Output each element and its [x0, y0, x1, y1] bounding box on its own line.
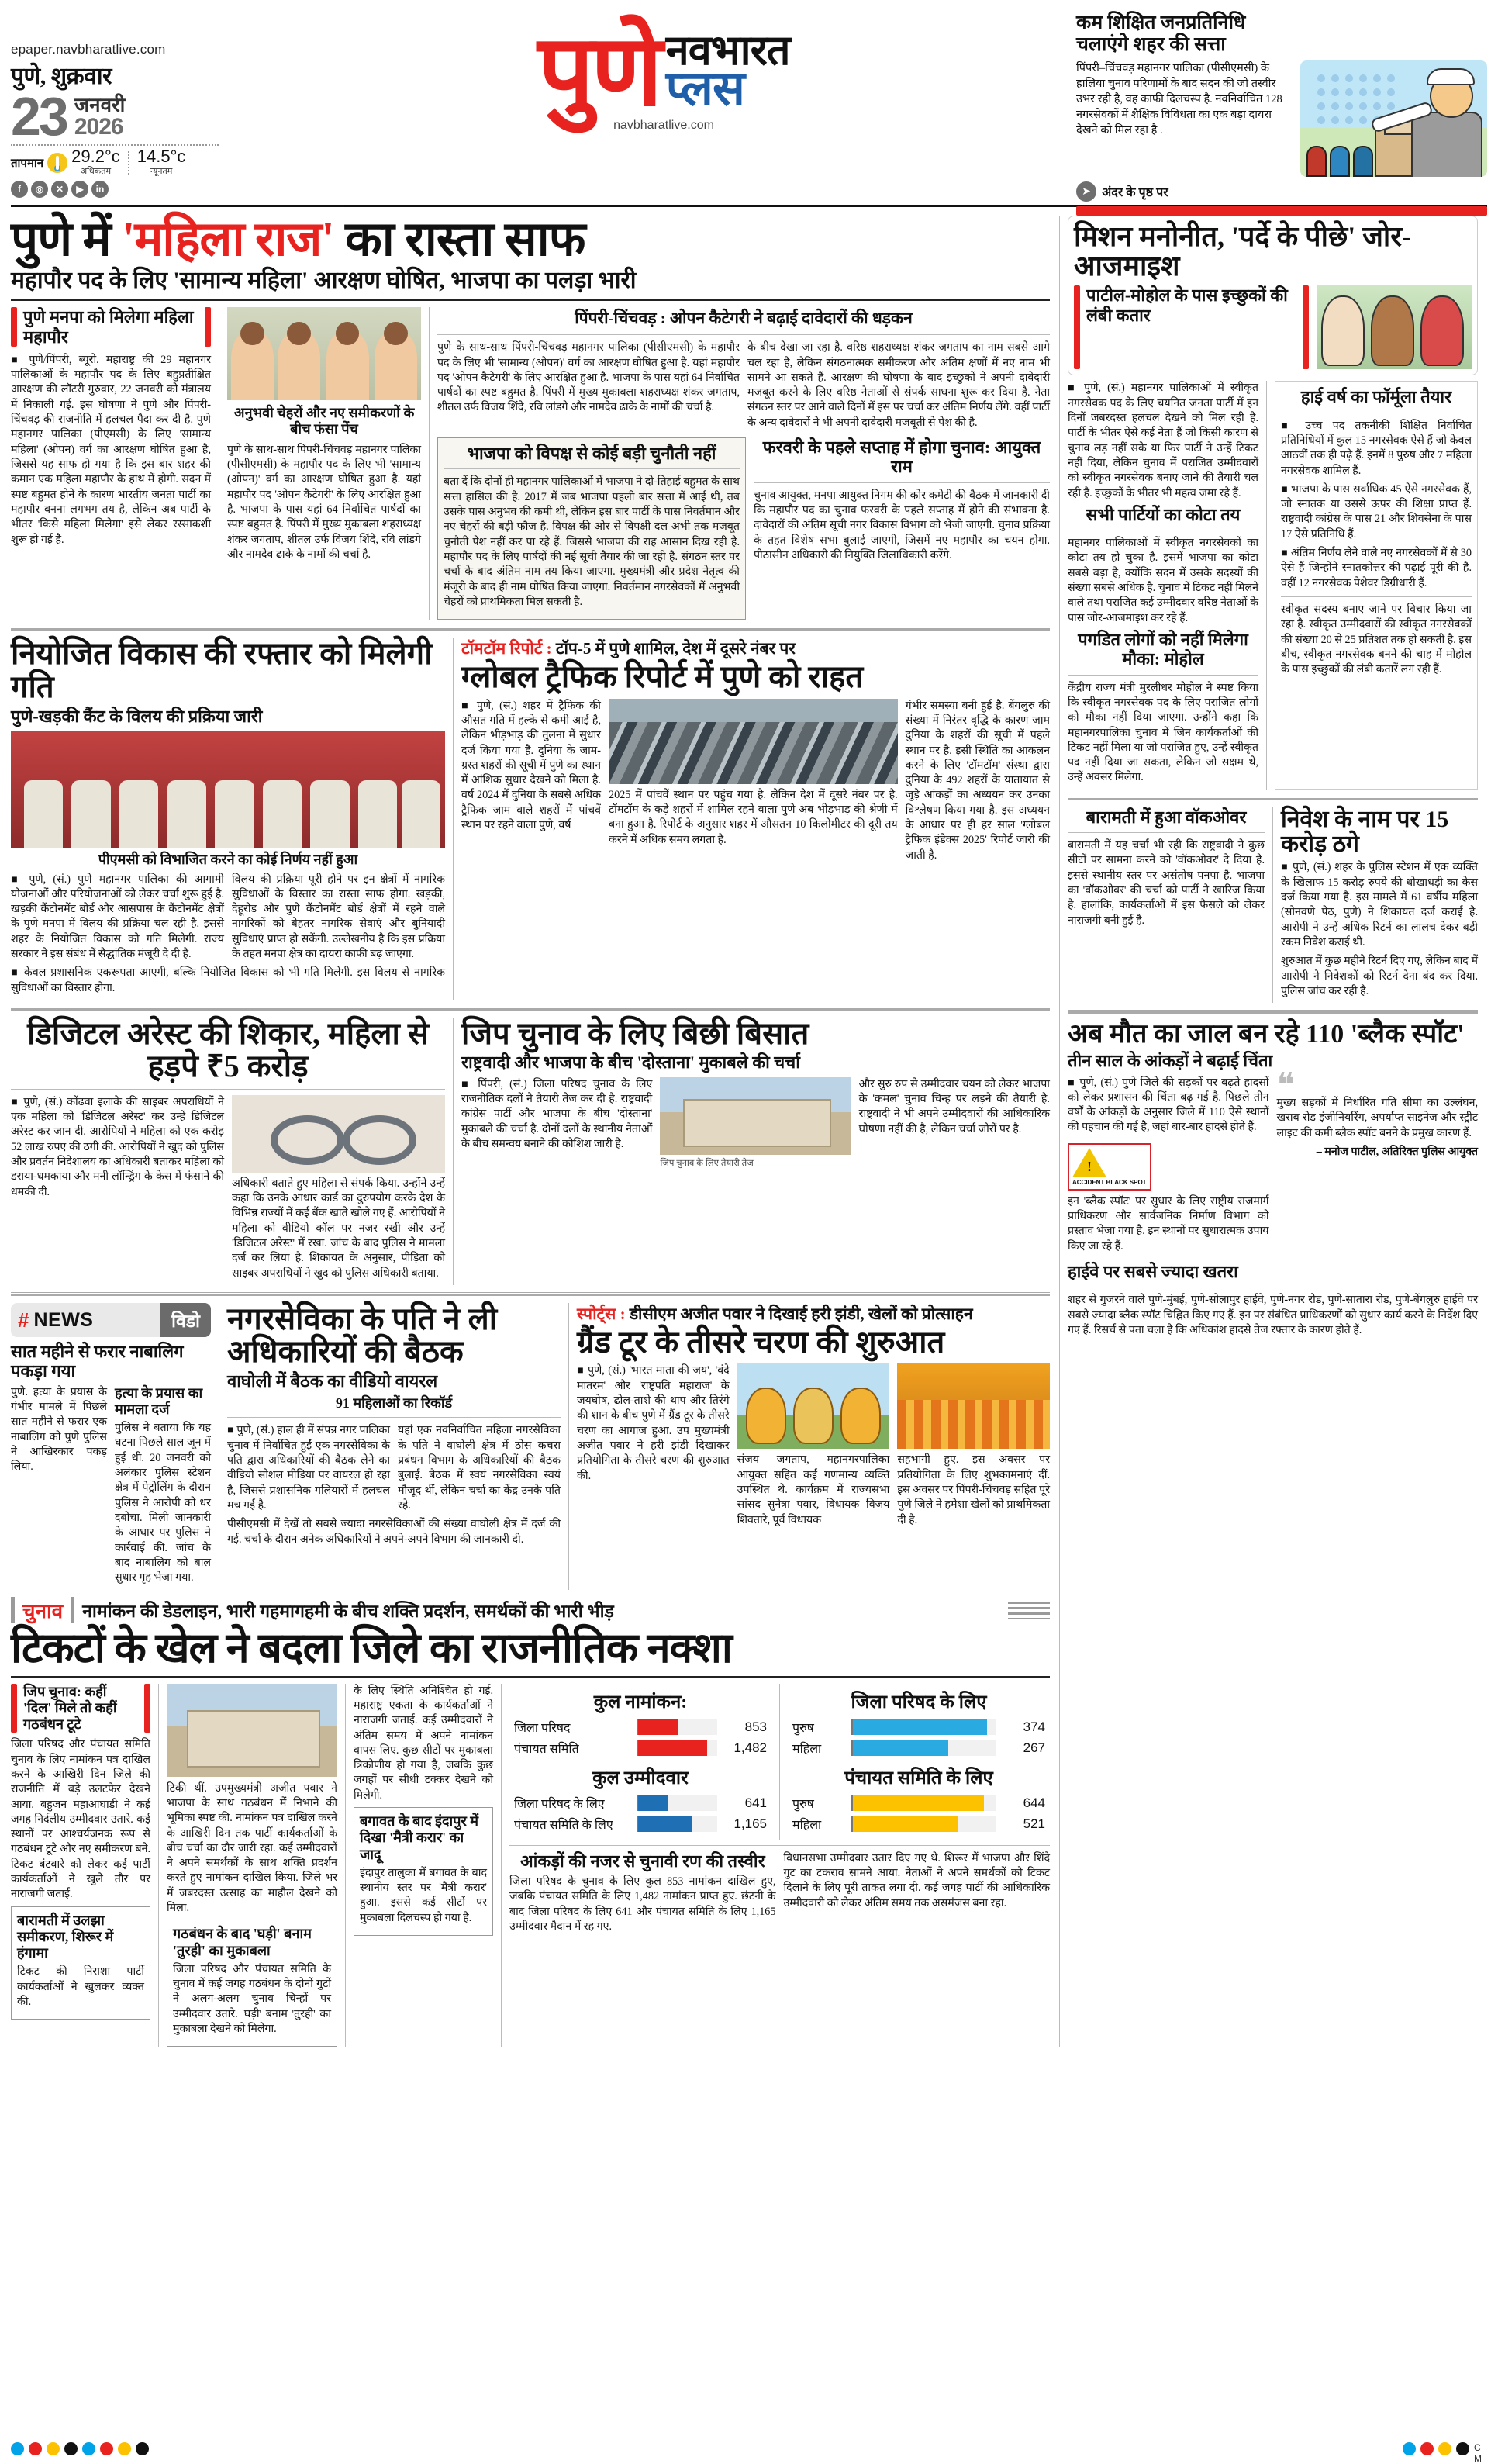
chart-2-title: जिला परिषद के लिए	[851, 1692, 987, 1712]
chart-2-track-0	[851, 1719, 996, 1735]
strip-bar-mid	[71, 1597, 74, 1623]
sports-body-2: संजय जगताप, महानगरपालिका आयुक्त सहित कई गणमान्य व्यक्ति उपस्थित थे. कार्यक्रम में राज्यसभा सांसद सुनेत्रा पवार, विधायक विजय शिवतारे, पूर्व विधायक	[737, 1453, 890, 1526]
chart-0-track-1	[637, 1740, 717, 1756]
chart-row	[792, 1816, 1045, 1833]
cmyk-registration-left	[11, 2442, 149, 2455]
chart-1-track-1	[637, 1816, 717, 1832]
divider	[11, 1007, 1050, 1011]
nagarsevika-headline: नगरसेविका के पति ने ली अधिकारियों की बैठक	[227, 1301, 498, 1370]
blackspot-body-1: ■ पुणे, (सं.) पुणे जिले की सड़कों पर बढ़ते हादसों को लेकर प्रशासन की चिंता बढ़ गई है. पिछले तीन वर्षों के आंकड़ों के अनुसार जिले में 110 ऐसे स्थानों की पहचान की गई है, जहां बार-बार हादसे होते हैं.	[1068, 1076, 1269, 1135]
zp-building-photo	[660, 1077, 851, 1155]
pinpri-kicker: पिंपरी-चिंचवड़ : ओपन कैटेगरी ने बढ़ाई दावेदारों की धड़कन	[575, 309, 913, 328]
chunav-col3-body: के लिए स्थिति अनिश्चित हो गई. महाराष्ट्र एकता के कार्यकर्ताओं ने नाराजगी जताई. कई उम्मीदवारों ने अंतिम समय में अपने नामांकन वापस लिए. कुछ सीटों पर मुकाबला त्रिकोणीय हो गया है, जबकि कुछ जगहों पर सीधी टक्कर देखने को मिलेगी.	[354, 1684, 493, 1802]
blackspot-mid-body: इन 'ब्लैक स्पॉट' पर सुधार के लिए राष्ट्रीय राजमार्ग प्राधिकरण और सार्वजनिक निर्माण विभाग को प्रस्ताव भेजा गया है. इन स्थानों पर सुधारात्मक उपाय किए जा रहे हैं.	[1068, 1194, 1269, 1253]
chart-3-bar-0	[853, 1795, 984, 1811]
nagarsevika-sub: वाघोली में बैठक का वीडियो वायरल	[227, 1370, 438, 1391]
nagarsevika-stat-title: 91 महिलाओं का रिकॉर्ड	[335, 1395, 453, 1412]
news-video-body: पुणे. हत्या के प्रयास के गंभीर मामले में पिछले सात महीने से फरार एक नाबालिग को पुणे पुलिस ने आखिरकार पकड़ लिया.	[11, 1385, 107, 1474]
lead-headline-block	[11, 213, 1050, 294]
zp-body-2: और सुरु रुप से उम्मीदवार चयन को लेकर भाजपा के 'कमल' चुनाव चिन्ह पर लड़ने की तैयारी है. राष्ट्रवादी ने भी अपने उम्मीदवारों की आधिकारिक घोषणा नहीं की है, लेकिन चर्चा जोरों पर है.	[858, 1077, 1050, 1135]
planned-dev-body-3: ■ केवल प्रशासनिक एकरूपता आएगी, बल्कि नियोजित विकास को भी गति मिलेगी. इस विलय से नागरिक सुविधाओं का विस्तार होगा.	[11, 966, 445, 996]
date-month: जनवरी	[74, 94, 126, 116]
chart-1-val-0: 641	[744, 1795, 767, 1810]
planned-dev-body-1: ■ पुणे, (सं.) पुणे महानगर पालिका की आगामी योजनाओं और परियोजनाओं को लेकर चर्चा शुरू हुई है. खड़की कैंटोनमेंट बोर्ड और आसपास के कैंटोनमेंट क्षेत्रों के पुणे मनपा में विलय की प्रक्रिया चल रही है. इससे शहर के नियोजित विकास को गति मिलेगी. राज्य सरकार ने इस संबंध में सैद्धांतिक मंजूरी दे दी है.	[11, 873, 224, 962]
quote-icon: ❝	[1276, 1066, 1296, 1104]
traffic-headline: ग्लोबल ट्रैफिक रिपोर्ट में पुणे को राहत	[461, 659, 864, 695]
zp-sub: राष्ट्रवादी और भाजपा के बीच 'दोस्ताना' मुकाबले की चर्चा	[461, 1052, 800, 1073]
chunav-row	[11, 1684, 1050, 2048]
lead-headline: पुणे में 'महिला राज' का रास्ता साफ	[11, 213, 585, 266]
chart-1-bar-0	[638, 1795, 668, 1811]
chart-2-track-1	[851, 1740, 996, 1756]
date-row	[11, 86, 251, 147]
hybrid-item-0: ■ उच्च पद तकनीकी शिक्षित निर्वाचित प्रतिनिधियों में कुल 15 नगरसेवक ऐसे हैं जो केवल आठवीं तक ही पढ़े हैं. इनमें 8 पुरुष और 7 महिला नगरसेवक शामिल हैं.	[1281, 419, 1472, 479]
date-day: 23	[11, 86, 67, 147]
city-and-day: पुणे, शुक्रवार	[11, 64, 112, 89]
chart-row	[514, 1795, 767, 1812]
temp-max-value: 29.2°c	[71, 147, 120, 166]
invest-row	[1068, 807, 1478, 1003]
blackspot-quote-by: – मनोज पाटील, अतिरिक्त पुलिस आयुक्त	[1316, 1145, 1478, 1158]
chart-3-cat-1: महिला	[792, 1818, 822, 1832]
hybrid-item-1: ■ भाजपा के पास सर्वाधिक 45 ऐसे नगरसेवक हैं, जो स्नातक या उससे ऊपर की शिक्षा प्राप्त हैं. राष्ट्रवादी कांग्रेस के पास 21 और शिवसेना के पास 17 ऐसे प्रतिनिधि हैं.	[1281, 482, 1472, 542]
election-strip	[11, 1596, 1050, 1624]
chart-0-bar-1	[638, 1740, 707, 1756]
chart-3-track-0	[851, 1795, 996, 1811]
news-label: NEWS	[33, 1308, 94, 1331]
chunav-col2-body: टिकी थीं. उपमुख्यमंत्री अजीत पवार ने भाजपा के साथ गठबंधन में निभाने की भूमिका स्पष्ट की. नामांकन पत्र दाखिल करने के आखिरी दिन तक पार्टी कार्यकर्ताओं के बीच चर्चा का दौर जारी रहा. कई उम्मीदवारों ने अपने समर्थकों के साथ शक्ति प्रदर्शन करते हुए नामांकन दाखिल किया. जिले भर में जबरदस्त उत्साह का माहौल देखने को मिला.	[167, 1781, 337, 1915]
chunav-left-body: जिला परिषद और पंचायत समिति चुनाव के लिए नामांकन पत्र दाखिल करने के आखिरी दिन जिले की राजनीति में बड़े उलटफेर देखने आया. बहुजन महाआघाडी ने कई जगह निर्दलीय उम्मीदवार उतारे. कई स्थानों पर आश्चर्यजनक रूप से गठबंधन टूटे और नए समीकरण बने. टिकट बंटवारे को लेकर कई पार्टी कार्यकर्ताओं ने खुले तौर पर नाराजगी जताई.	[11, 1738, 150, 1901]
chart-3-track-1	[851, 1816, 996, 1832]
traffic-kicker: टॉमटॉम रिपोर्ट : टॉप-5 में पुणे शामिल, देश में दूसरे नंबर पर	[461, 639, 796, 658]
indapur-body: इंदापुर तालुका में बगावत के बाद स्थानीय स्तर पर 'मैत्री करार' हुआ. इससे कई सीटों पर मुकाबला दिलचस्प हो गया है.	[360, 1866, 487, 1924]
manonit-body: ■ पुणे, (सं.) महानगर पालिकाओं में स्वीकृत नगरसेवक पद के लिए चयनित जनता पार्टी में इन दिनों जबरदस्त हलचल देखने को मिल रही है. पार्टी के भीतर ऐसे कई नेता हैं जो किसी कारण से चुनाव लड़ नहीं सके या फिर पार्टी ने उन्हें टिकट नहीं दिया, लेकिन चुनाव में पराजित उम्मीदवारों को स्वीकृत नगरसेवक बनाए जाने की तैयारी चल रही है. इच्छुकों के भीतर भी महत्व जमा रहे हैं.	[1068, 381, 1258, 501]
chart-2-cat-0: पुरुष	[792, 1721, 814, 1735]
manonit-sub: पाटील-मोहोल के पास इच्छुकों की लंबी कतार	[1086, 285, 1288, 325]
chart-1-bar-1	[638, 1816, 692, 1832]
walkover-title: बारामती में हुआ वॉकओवर	[1086, 807, 1247, 827]
three-leaders-cartoon	[1317, 285, 1472, 369]
manonit-text-col	[1068, 381, 1258, 789]
chart-2-val-1: 267	[1023, 1740, 1045, 1755]
chart-2-cat-1: महिला	[792, 1742, 822, 1756]
chart-0-track-0	[637, 1719, 717, 1735]
kota-title: सभी पार्टियों का कोटा तय	[1086, 504, 1241, 524]
chart-row	[514, 1719, 767, 1736]
cmyk-label: C M	[1474, 2442, 1482, 2464]
news-video-side-body: पुलिस ने बताया कि यह घटना पिछले साल जून में हुई थी. 20 जनवरी को अलंकार पुलिस स्टेशन क्षेत्र में पेट्रोलिंग के दौरान पुलिस ने आरोपी को धर दबोचा. मिली जानकारी के आधार पर पुलिस ने कार्रवाई की. जांच के बाद नाबालिग को बाल सुधार गृह भेजा गया.	[115, 1422, 211, 1584]
instagram-icon[interactable]: ◎	[31, 181, 48, 198]
digital-arrest-body-1: ■ पुणे, (सं.) कोंढवा इलाके की साइबर अपराधियों ने एक महिला को 'डिजिटल अरेस्ट' कर उन्हें डिजिटल अरेस्ट कर जान दी. आरोपियों ने महिला को एक करोड़ 52 लाख रुपए की ठगी की. आरोपियों ने खुद को पुलिस और प्रवर्तन निदेशालय का अधिकारी बताकर महिला को डराया-धमकाया और मनी लॉन्ड्रिंग के केस में फंसाने की धमकी दी.	[11, 1095, 224, 1281]
lead-subheadline: महापौर पद के लिए 'सामान्य महिला' आरक्षण घोषित, भाजपा का पलड़ा भारी	[11, 268, 637, 294]
hybrid-formula-box	[1275, 381, 1478, 789]
invest-body-2: शुरुआत में कुछ महीने रिटर्न दिए गए, लेकिन बाद में आरोपी ने निवेशकों को रिटर्न देना बंद कर दिया. पुलिस जांच कर रही है.	[1281, 955, 1478, 997]
zp-body-1: ■ पिंपरी, (सं.) जिला परिषद चुनाव के लिए राजनीतिक दलों ने तैयारी तेज कर दी है. राष्ट्रवादी कांग्रेस पार्टी और भाजपा के बीच 'दोस्ताना' मुकाबले की चर्चा है. दोनों दलों के स्थानीय नेताओं के बीच समन्वय बनाने की कोशिश जारी है.	[461, 1077, 652, 1165]
sports-body-3: सहभागी हुए. इस अवसर पर प्रतियोगिता के लिए शुभकामनाएं दीं. इस अवसर पर पिंपरी-चिंचवड़ सहित पूरे पुणे जिले ने हमेशा खेलों को प्राथमिकता दी है.	[897, 1453, 1051, 1526]
chart-0-cat-1: पंचायत समिति	[514, 1742, 579, 1756]
strip-lines-icon	[1008, 1602, 1050, 1619]
logo-plus-text: प्लस	[665, 63, 744, 116]
politician-body	[1411, 112, 1482, 177]
cmyk-registration-right	[1403, 2442, 1487, 2464]
blackspot-body-2: शहर से गुजरने वाले पुणे-मुंबई, पुणे-सोलापुर हाईवे, पुणे-नगर रोड, पुणे-सातारा रोड, पुणे-बेंगलुरु हाईवे पर सबसे ज्यादा ब्लैक स्पॉट चिह्नित किए गए हैं. इन पर संबंधित प्राधिकरणों को सुधार कार्य करने के निर्देश दिए गए हैं. रिसर्च से पता चला है कि अधिकांश हादसे तेज रफ्तार के कारण होते हैं.	[1068, 1294, 1478, 1336]
top-ad-cartoon	[1300, 60, 1487, 177]
manonit-box	[1068, 216, 1478, 375]
lead-photo-col	[227, 307, 421, 620]
x-twitter-icon[interactable]: ✕	[51, 181, 68, 198]
chunav-col3	[354, 1684, 493, 2048]
planned-dev-caption: पीएमसी को विभाजित करने का कोई निर्णय नहीं हुआ	[98, 852, 358, 868]
event-stage-photo	[11, 731, 445, 848]
bjp-challenge-title: भाजपा को विपक्ष से कोई बड़ी चुनौती नहीं	[467, 444, 716, 464]
news-video-title: सात महीने से फरार नाबालिग पकड़ा गया	[11, 1342, 184, 1381]
logo-pune-text: पुणे	[537, 16, 660, 126]
politician-cap-icon	[1427, 68, 1475, 85]
top-ad-body: पिंपरी–चिंचवड़ महानगर पालिका (पीसीएमसी) के हालिया चुनाव परिणामों के बाद सदन की जो तस्वीर उभर रही है, वह काफी दिलचस्प है. नवनिर्वाचित 128 नगरसेवकों में शैक्षिक विविधता का एक बड़ा दायरा देखने को मिल रहा है .	[1076, 62, 1282, 137]
chunav-headline: टिकटों के खेल ने बदला जिले का राजनीतिक नक्शा	[11, 1624, 732, 1671]
divider	[11, 627, 1050, 631]
third-row	[11, 1018, 1050, 1285]
digital-arrest-body-2: अधिकारी बताते हुए महिला से संपर्क किया. उन्होंने उन्हें कहा कि उनके आधार कार्ड का दुरुपयोग करके देश के विभिन्न राज्यों में कई बैंक खाते खोले गए हैं. आरोपियों ने महिला को वीडियो कॉल पर नजर रखी और उन्हें 'डिजिटल अरेस्ट' में रखा. जांच के बाद पुलिस ने मामला दर्ज कर लिया है. शिकायत के अनुसार, पीड़िता को साइबर अपराधियों ने खुद को पुलिस अधिकारी बताया.	[232, 1177, 445, 1280]
mohol-title: पगडित लोगों को नहीं मिलेगा मौका: मोहोल	[1078, 629, 1248, 669]
chart-1-val-1: 1,165	[733, 1816, 767, 1831]
accident-black-spot-sign	[1068, 1143, 1151, 1191]
right-rail	[1059, 216, 1478, 2047]
traffic-body-2: 2025 में पांचवें स्थान पर पहुंच गया है. लेकिन देश में दूसरे नंबर पर है. टॉमटॉम के कड़े शहरों में शामिल रहने वाला पुणे अब भीड़भाड़ की श्रेणी में बना हुआ है. रिपोर्ट के अनुसार शहर में औसतन 10 किलोमीटर की दूरी तय करने में अधिक समय लगता है.	[609, 788, 898, 846]
lead-photo-body: पुणे के साथ-साथ पिंपरी-चिंचवड़ महानगर पालिका (पीसीएमसी) के महापौर पद के लिए भी 'सामान्य (ओपन)' वर्ग का आरक्षण घोषित हुआ है. यहां महापौर पद 'ओपन कैटेगरी' के लिए आरक्षित हुआ है. भाजपा के पास यहां 64 निर्वाचित पार्षदों का स्पष्ट बहुमत है. पिंपरी में मुख्य मुकाबला शहराध्यक्ष शंकर जगताप, शीतल उर्फ विजय शिंदे, रवि लांडगे और नामदेव ढाके के नामों की चर्चा है.	[227, 443, 421, 561]
chunav-left-col	[11, 1684, 150, 2048]
website-url[interactable]: navbharatlive.com	[613, 118, 714, 132]
chart-0-title: कुल नामांकन:	[593, 1692, 688, 1712]
sports-story	[577, 1303, 1050, 1590]
logo-navbharat-text: नवभारत	[665, 27, 790, 74]
planned-dev-body-2: विलय की प्रक्रिया पूरी होने पर इन क्षेत्रों में नागरिक सुविधाओं के विस्तार का रास्ता साफ होगा. खड़की, देहूरोड और पुणे कैंटोनमेंट बोर्ड क्षेत्रों में रहने वाले नागरिकों को बेहतर नागरिक सेवाएं और बुनियादी सुविधाएं प्राप्त हो सकेंगी. उल्लेखनीय है कि इस प्रक्रिया के तहत मनपा क्षेत्र का दायरा काफी बढ़ जाएगा.	[232, 873, 445, 961]
lead-left-title: पुणे मनपा को मिलेगा महिला महापौर	[23, 307, 194, 347]
chart-row	[792, 1740, 1045, 1757]
masthead-logo	[251, 8, 1076, 133]
lead-left-title-wrap	[11, 307, 211, 347]
chart-left-group	[509, 1684, 771, 1840]
invest-col	[1281, 807, 1478, 1003]
indapur-title: बगावत के बाद इंदापुर में दिखा 'मैत्री करार' का जादू	[360, 1813, 479, 1862]
second-row	[11, 638, 1050, 1000]
formula-body: स्वीकृत सदस्य बनाए जाने पर विचार किया जा रहा है. स्वीकृत उम्मीदवारों की स्वीकृत नगरसेवकों की संख्या 20 से 25 प्रतिशत तक हो सकती है. इस बीच, स्वीकृत नगरसेवक बनने की चाह में मोहोल के पास इच्छुकों की लंबी कतारें लग रही हैं.	[1281, 603, 1472, 676]
news-video-badge[interactable]	[11, 1303, 211, 1337]
social-links[interactable]	[11, 181, 251, 198]
chart-1-track-0	[637, 1795, 717, 1811]
mascot-photo	[737, 1363, 890, 1449]
traffic-story	[461, 638, 1050, 1000]
pinpri-body-2: के बीच देखा जा रहा है. वरिष्ठ शहराध्यक्ष शंकर जगताप का नाम सबसे आगे चल रहा है, लेकिन संगठनात्मक समीकरण और अंतिम क्षणों में नए नाम भी सामने आ सकते हैं. आरक्षण की घोषणा के बाद इच्छुकों ने अपनी दावेदारी मजबूत करने के लिए वरिष्ठ नेताओं से संपर्क साधना शुरू कर दिया है. नेता संगठन स्तर पर आने वाले दिनों में इस पर चर्चा कर अंतिम निर्णय लेंगे. वहीं पार्टी के अन्य दावेदारों ने भी अपनी दावेदारी मजबूती से पेश की है.	[747, 341, 1050, 429]
hybrid-item-2: ■ अंतिम निर्णय लेने वाले नए नगरसेवकों में से 30 ऐसे हैं जिन्होंने स्नातकोत्तर की पढ़ाई पूरी की है. वहीं 12 नगरसेवक पेशेवर डिग्रीधारी हैं.	[1281, 546, 1472, 591]
thermometer-icon	[47, 153, 67, 173]
rally-photo	[897, 1363, 1050, 1449]
sports-kicker: स्पोर्ट्स : डीसीएम अजीत पवार ने दिखाई हरी झंडी, खेलों को प्रोत्साहन	[577, 1305, 973, 1323]
chart-3-title: पंचायत समिति के लिए	[844, 1768, 993, 1788]
masthead	[11, 8, 1487, 202]
chart-3-cat-0: पुरुष	[792, 1797, 814, 1811]
gathbandhan-box	[167, 1920, 337, 2047]
chart-caption-body: जिला परिषद के चुनाव के लिए कुल 853 नामांकन दाखिल हुए, जबकि पंचायत समिति के लिए 1,482 नामांकन प्राप्त हुए. छंटनी के बाद जिला परिषद के लिए 641 और पंचायत समिति के लिए 1,165 उम्मीदवार मैदान में रह गए.	[509, 1875, 776, 1933]
top-ad-title-line1: कम शिक्षित जनप्रतिनिधि	[1076, 12, 1246, 33]
masthead-left	[11, 8, 251, 198]
date-year: 2026	[74, 114, 123, 140]
lead-photo-caption: अनुभवी चेहरों और नए समीकरणों के बीच फंसा पेंच	[233, 405, 415, 437]
news-video-col	[11, 1303, 211, 1590]
zilla-parishad-photo	[167, 1684, 337, 1777]
blackspot-sub2: हाईवे पर सबसे ज्यादा खतरा	[1068, 1262, 1238, 1281]
zp-photo-caption: जिप चुनाव के लिए तैयारी तेज	[660, 1158, 754, 1168]
chart-caption-title: आंकड़ों की नजर से चुनावी रण की तस्वीर	[519, 1851, 765, 1871]
chunav-left-title-wrap	[11, 1684, 150, 1733]
chunav-photo-col	[167, 1684, 337, 2048]
hybrid-title: हाई वर्ष का फॉर्मूला तैयार	[1300, 387, 1452, 407]
digital-arrest-story	[11, 1018, 445, 1285]
lead-left-col	[11, 307, 211, 620]
nagarsevika-body-1: ■ पुणे, (सं.) हाल ही में संपन्न नगर पालिका चुनाव में निर्वाचित हुईं एक नगरसेविका के पति द्वारा अधिकारियों की बैठक लेने का वीडियो सोशल मीडिया पर वायरल हो रहा है, जिससे प्रशासनिक गलियारों में हलचल मच गई है.	[227, 1423, 390, 1513]
zp-election-story	[461, 1018, 1050, 1285]
walkover-body: बारामती में यह चर्चा भी रही कि राष्ट्रवादी ने कुछ सीटों पर सामना करने को 'वॉकओवर' दे दिया है. इससे स्थानीय स्तर पर असंतोष पनपा है. भाजपा का 'वॉकओवर' की चर्चा को पार्टी ने खारिज किया है. हालांकि, कार्यकर्ताओं में इस फैसले को लेकर नाराजगी बनी हुई है.	[1068, 839, 1265, 927]
red-accent-bar	[1076, 206, 1487, 216]
sports-headline: ग्रैंड टूर के तीसरे चरण की शुरुआत	[577, 1325, 945, 1360]
handcuffs-photo	[232, 1095, 445, 1173]
divider	[11, 299, 1050, 301]
epaper-url[interactable]: epaper.navbharatlive.com	[11, 42, 166, 57]
pinpri-col	[437, 307, 1050, 620]
chart-1-title: कुल उम्मीदवार	[592, 1768, 689, 1788]
chart-1-cat-0: जिला परिषद के लिए	[514, 1797, 605, 1811]
election-strip-text: नामांकन की डेडलाइन, भारी गहमागहमी के बीच शक्ति प्रदर्शन, समर्थकों की भारी भीड़	[82, 1601, 614, 1621]
traffic-jam-photo	[609, 699, 898, 784]
feb-election-body: चुनाव आयुक्त, मनपा आयुक्त निगम की कोर कमेटी की बैठक में जानकारी दी कि महापौर पद का चुनाव फरवरी के पहले सप्ताह में होने की संभावना है. दावेदारों की अंतिम सूची नगर विकास विभाग को भेजी जाएगी. चुनाव प्रक्रिया के तहत विशेष सभा बुलाई जाएगी, जिसमें नए महापौर का चयन होगा. पीठासीन अधिकारी की नियुक्ति जिलाधिकारी करेंगे.	[754, 489, 1050, 562]
kota-body: महानगर पालिकाओं में स्वीकृत नगरसेवकों का कोटा तय हो चुका है. इसमें भाजपा का कोटा सबसे बड़ा है, क्योंकि सदन में उसके सदस्यों की संख्या सबसे अधिक है. चुनाव में टिकट नहीं मिलने वाले तथा पराजित कई उम्मीदवार वरिष्ठ नेताओं के पास जोर-आजमाइश कर रहे हैं.	[1068, 537, 1258, 624]
divider-vertical	[128, 151, 129, 175]
chart-row	[514, 1740, 767, 1757]
chart-right-group	[788, 1684, 1050, 1840]
digital-arrest-headline: डिजिटल अरेस्ट की शिकार, महिला से हड़पे ₹5 करोड़	[27, 1016, 429, 1084]
weather-block	[11, 148, 251, 177]
baramati-body: टिकट की निराशा पार्टी कार्यकर्ताओं ने खुलकर व्यक्त की.	[17, 1965, 144, 2009]
top-ad-box	[1076, 8, 1487, 216]
invest-headline: निवेश के नाम पर 15 करोड़ ठगे	[1281, 806, 1449, 857]
chart-row	[792, 1795, 1045, 1812]
fourth-row	[11, 1303, 1050, 1590]
nagarsevika-stat-body: पीसीएमसी में देखें तो सबसे ज्यादा नगरसेविकाओं की संख्या वाघोली क्षेत्र में दर्ज की गई. चर्चा के दौरान अनेक अधिकारियों ने अपने-अपने विभाग की जानकारी दी.	[227, 1518, 561, 1546]
gathbandhan-title: गठबंधन के बाद 'घड़ी' बनाम 'तुरही' का मुकाबला	[173, 1926, 312, 1958]
chart-0-cat-0: जिला परिषद	[514, 1721, 571, 1735]
nagarsevika-body-2: यहां एक नवनिर्वाचित महिला नगरसेविका के पति ने वाघोली क्षेत्र में ठोस कचरा प्रबंधन विभाग के अधिकारियों की बैठक बुलाई. बैठक में स्वयं नगरसेविका स्वयं मौजूद थीं, लेकिन चर्चा का केंद्र उनके पति रहे.	[398, 1424, 561, 1512]
election-tag: चुनाव	[22, 1599, 64, 1623]
traffic-body-1: ■ पुणे, (सं.) शहर में ट्रैफिक की औसत गति में हल्के से कमी आई है, लेकिन भीड़भाड़ की तुलना में सुधार दर्ज किया गया है. दुनिया के जाम-ग्रस्त शहरों की सूची में पुणे का स्थान में आंशिक सुधार देखने को मिला है. वर्ष 2024 में दुनिया के सबसे अधिक ट्रैफिक जाम वाले शहरों में पांचवें स्थान पर रहने वाला पुणे, वर्ष	[461, 699, 601, 834]
chart-0-val-0: 853	[744, 1719, 767, 1734]
blackspot-quote: मुख्य सड़कों में निर्धारित गति सीमा का उल्लंघन, खराब रोड इंजीनियरिंग, अपर्याप्त साइनेज और स्ट्रीट लाइट की कमी ब्लैक स्पॉट बनने के प्रमुख कारण हैं.	[1276, 1096, 1478, 1139]
gathbandhan-body: जिला परिषद और पंचायत समिति के चुनाव में कई जगह गठबंधन के दोनों गुटों ने अलग-अलग चुनाव चिन्हों पर उम्मीदवार उतारे. 'घड़ी' बनाम 'तुरही' का मुकाबला देखने को मिलेगा.	[173, 1962, 331, 2036]
lead-row	[11, 307, 1050, 620]
chart-0-bar-0	[638, 1719, 678, 1735]
chart-row	[792, 1719, 1045, 1736]
chunav-col4-body: विधानसभा उम्मीदवार उतार दिए गए थे. शिरूर में भाजपा और शिंदे गुट का टकराव सामने आया. नेताओं ने अपने समर्थकों को टिकट दिलाने के लिए पूरी ताकत लगा दी. कई जगह पार्टी की आधिकारिक उम्मीदवारी को लेकर अंतिम समय तक असमंजस बना रहा.	[783, 1851, 1051, 1909]
planned-dev-headline: नियोजित विकास की रफ्तार को मिलेगी गति	[11, 636, 433, 704]
youtube-icon[interactable]: ▶	[71, 181, 88, 198]
pinpri-body-1: पुणे के साथ-साथ पिंपरी-चिंचवड़ महानगर पालिका (पीसीएमसी) के महापौर पद के लिए भी 'सामान्य (ओपन)' वर्ग का आरक्षण घोषित हुआ है. यहां महापौर पद 'ओपन कैटेगरी' के लिए आरक्षित हुआ है. भाजपा के पास यहां 64 निर्वाचित पार्षदों का स्पष्ट बहुमत है. पिंपरी में मुख्य मुकाबला शहराध्यक्ष शंकर जगताप, शीतल उर्फ विजय शिंदे, रवि लांडगे और नामदेव ढाके के नामों की चर्चा है.	[437, 341, 740, 414]
zp-headline: जिप चुनाव के लिए बिछी बिसात	[461, 1016, 809, 1052]
traffic-body-3: गंभीर समस्या बनी हुई है. बेंगलुरु की संख्या में निरंतर वृद्धि के कारण जाम दुनिया के शहरों की सूची में पहले स्थान पर है. इसी स्थिति का आकलन करने के लिए 'टॉमटॉम' संस्था द्वारा दुनिया के 492 शहरों के यातायात से जुड़े आंकड़ों का अध्ययन कर उनका विश्लेषण किया गया है. इस अध्ययन के आधार पर ही हर साल 'ग्लोबल ट्रैफिक इंडेक्स 2025' रिपोर्ट जारी की जाती है.	[905, 699, 1050, 862]
lead-left-body: ■ पुणे/पिंपरी, ब्यूरो. महाराष्ट्र की 29 महानगर पालिकाओं के महापौर पद के लिए बहुप्रतीक्षित आरक्षण की लॉटरी गुरुवार, 22 जनवरी को मंत्रालय में निकाली गई. इस घोषणा ने पुणे और पिंपरी-चिंचवड़ की राजनीति में हलचल पैदा कर दी है. पुणे महानगर पालिका (पीएमसी) के लिए 'सामान्य महिला' (ओपन) वर्ग का आरक्षण घोषित हुआ है, जिससे यह साफ हो गया है कि इस बार शहर की कमान एक महिला महापौर के हाथ में होगी. सदन में स्पष्ट बहुमत होने के कारण भारतीय जनता पार्टी का महापौर बनना लगभग तय है, लेकिन अब पार्टी के भीतर 'किसे महिला मिलेगा' इसे लेकर रस्साकशी शुरू हो गई है.	[11, 353, 211, 548]
chart-3-val-1: 521	[1023, 1816, 1045, 1831]
chart-0-val-1: 1,482	[733, 1740, 767, 1755]
warning-triangle-icon	[1072, 1148, 1106, 1177]
temp-min-label: न्यूनतम	[150, 167, 173, 176]
crowd-figures-icon	[1305, 133, 1379, 177]
top-ad-title-line2: चलाएंगे शहर की सत्ता	[1076, 34, 1226, 55]
baramati-title: बारामती में उलझा समीकरण, शिरूर में हंगामा	[17, 1912, 114, 1961]
chunav-left-title: जिप चुनाव: कहीं 'दिल' मिले तो कहीं गठबंधन टूटे	[23, 1683, 117, 1733]
hash-icon: #	[18, 1308, 29, 1332]
sign-label: ACCIDENT BLACK SPOT	[1072, 1178, 1147, 1186]
blackspot-story	[1068, 1021, 1478, 1338]
news-video-side-title: हत्या के प्रयास का मामला दर्ज	[115, 1384, 203, 1417]
sports-body-1: ■ पुणे, (सं.) 'भारत माता की जय', 'वंदे मातरम' और 'राष्ट्रपति महाराज' के जयघोष, ढोल-ताशे की थाप और तिरंगे की शान के बीच पुणे में ग्रैंड टूर के तीसरे चरण का आगाज हुआ. उप मुख्यमंत्री अजीत पवार ने हरी झंडी दिखाकर प्रतियोगिता के तीसरे चरण की शुरुआत की.	[577, 1363, 730, 1484]
chart-1-cat-1: पंचायत समिति के लिए	[514, 1818, 613, 1832]
chart-row	[514, 1816, 767, 1833]
baramati-box	[11, 1906, 150, 2020]
women-leaders-photo	[227, 307, 421, 400]
mohol-body: केंद्रीय राज्य मंत्री मुरलीधर मोहोल ने स्पष्ट किया कि स्वीकृत नगरसेवक पद के लिए पराजित लोगों को मौका नहीं दिया जाएगा. उन्होंने कहा कि महानगरपालिका चुनाव में जिन कार्यकर्ताओं की टिकट नहीं मिला या जो पराजित हुए, उन्हें स्वीकृत पद नहीं दिया जा सकता, लेकिन जो सक्षम थे, उन्हें अवसर मिलेगा.	[1068, 681, 1258, 784]
nagarsevika-story	[227, 1303, 561, 1590]
blackspot-sub: तीन साल के आंकड़ों ने बढ़ाई चिंता	[1068, 1051, 1273, 1071]
facebook-icon[interactable]: f	[11, 181, 28, 198]
inside-page-label[interactable]: अंदर के पृष्ठ पर	[1102, 186, 1168, 199]
chart-2-bar-0	[853, 1719, 987, 1735]
planned-dev-sub: पुणे-खड़की कैंट के विलय की प्रक्रिया जारी	[11, 707, 263, 726]
chart-3-bar-1	[853, 1816, 958, 1832]
divider	[11, 1292, 1050, 1296]
temp-max-label: अधिकतम	[80, 167, 112, 176]
divider	[11, 1676, 1050, 1678]
blackspot-headline: अब मौत का जाल बन रहे 110 'ब्लैक स्पॉट'	[1068, 1020, 1465, 1049]
election-infographic	[509, 1684, 1050, 2048]
feb-election-title: फरवरी के पहले सप्ताह में होगा चुनाव: आयुक्त राम	[762, 437, 1041, 477]
manonit-headline: मिशन मनोनीत, 'पर्दे के पीछे' जोर-आजमाइश	[1074, 221, 1411, 282]
chart-2-bar-1	[853, 1740, 948, 1756]
strip-bar-left	[11, 1597, 15, 1623]
chart-2-val-0: 374	[1023, 1719, 1045, 1734]
chart-3-val-0: 644	[1023, 1795, 1045, 1810]
invest-body-1: ■ पुणे, (सं.) शहर के पुलिस स्टेशन में एक व्यक्ति के खिलाफ 15 करोड़ रुपये की धोखाधड़ी का केस दर्ज किया गया है. इस मामले में 61 वर्षीय महिला (सोनवणे पेठ, पुणे) ने शिकायत दर्ज कराई है. आरोपी ने उन्हें अधिक रिटर्न का लालच देकर बड़ी रकम निवेश कराई थी.	[1281, 860, 1478, 950]
arrow-right-icon: ➤	[1076, 181, 1096, 202]
bjp-challenge-box	[437, 437, 746, 620]
feb-election-box	[754, 437, 1050, 620]
planned-development-story	[11, 638, 445, 1000]
linkedin-icon[interactable]: in	[91, 181, 109, 198]
temp-min-value: 14.5°c	[136, 147, 186, 166]
bjp-challenge-body: बता दें कि दोनों ही महानगर पालिकाओं में भाजपा ने दो-तिहाई बहुमत के साथ सत्ता हासिल की है. 2017 में जब भाजपा पहली बार सत्ता में आई थी, तब उसके पास अनुभव की कमी थी, लेकिन इस बार पार्टी के पास निवर्तमान और नए चेहरों की बड़ी फौज है. विपक्ष की ओर से विपक्षी दल अभी तक मजबूत चुनौती पेश नहीं कर पा रहे हैं. जिससे भाजपा की राह आसान दिख रही है. महापौर पद के लिए पार्षदों की नई सूची तैयार की जा रही है. संगठन स्तर पर चर्चा के बाद अंतिम नाम तय किया जाएगा. मुख्यमंत्री और प्रदेश नेतृत्व की मंजूरी के बाद ही नाम घोषित किया जाएगा. निवर्तमान नगरसेवकों में अनुभवी चेहरों को प्राथमिकता मिल सकती है.	[444, 475, 740, 608]
walkover-col	[1068, 807, 1265, 1003]
temperature-label: तापमान	[11, 157, 44, 170]
video-label[interactable]: विडो	[160, 1303, 211, 1337]
indapur-box	[354, 1807, 493, 1936]
